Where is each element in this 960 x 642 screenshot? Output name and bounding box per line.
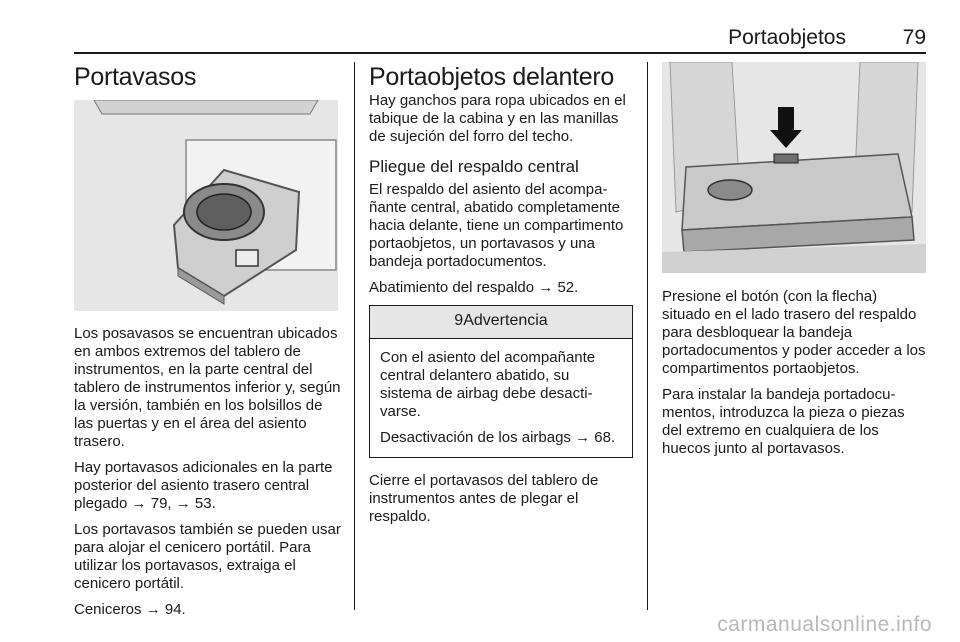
paragraph: Los portavasos también se pueden usar para alojar el cenicero portátil. Para utilizar los portavasos, extraiga el cenicero portátil. <box>74 521 341 592</box>
section-heading: Portaobjetos delantero <box>369 63 614 91</box>
paragraph: Para instalar la bandeja portadocumentos, introduzca la pieza o piezas del extremo en cualquiera de los huecos junto al portavasos. <box>662 386 905 457</box>
warning-title: Advertencia <box>463 312 548 329</box>
warning-text: Con el asiento del acompañante central delantero abatido, su sistema de airbag debe desactivarse. <box>380 349 596 420</box>
paragraph: Abatimiento del respaldo → 52. <box>369 279 579 296</box>
section-heading: Portavasos <box>74 63 197 91</box>
warning-box <box>369 305 633 458</box>
column-instructions <box>662 62 926 466</box>
paragraph: Hay portavasos adicionales en la parte posterior del asiento trasero central plegado → 79, → 53. <box>74 459 333 512</box>
paragraph: Ceniceros → 94. <box>74 601 186 618</box>
column-portaobjetos-delantero <box>369 62 633 534</box>
page-header <box>74 26 926 54</box>
column-divider <box>647 62 648 610</box>
paragraph: Cierre el portavasos del tablero de instrumentos antes de plegar el respaldo. <box>369 472 599 525</box>
warning-text: Desactivación de los airbags → 68. <box>380 429 616 446</box>
column-portavasos <box>74 62 342 627</box>
section-title: Portaobjetos <box>728 26 846 49</box>
seat-tray-illustration <box>662 62 926 273</box>
paragraph: Los posavasos se encuentran ubicados en ambos extremos del tablero de instrumentos, en la parte central del tablero de instrumentos inferior y, según la versión, también en los bolsillos de las puertas y en el área del asiento trasero. <box>74 325 341 450</box>
cupholder-illustration <box>74 100 338 311</box>
column-divider <box>354 62 355 610</box>
watermark: carmanualsonline.info <box>717 613 932 636</box>
warning-body <box>370 339 632 457</box>
warning-icon: 9 <box>454 312 464 329</box>
paragraph: Hay ganchos para ropa ubicados en el tabique de la cabina y en las manillas de sujeción del forro del techo. <box>369 92 626 145</box>
warning-header <box>370 306 632 339</box>
paragraph: El respaldo del asiento del acompañante central, abatido completamente hacia delante, tiene un compartimento portaobjetos, un portavasos y una bandeja portadocumentos. <box>369 181 624 270</box>
page-number: 79 <box>902 26 926 49</box>
subsection-heading: Pliegue del respaldo central <box>369 157 579 176</box>
paragraph: Presione el botón (con la flecha) situado en el lado trasero del respaldo para desbloquear la bandeja portadocumentos y poder acceder a los compartimentos portaobjetos. <box>662 288 926 377</box>
